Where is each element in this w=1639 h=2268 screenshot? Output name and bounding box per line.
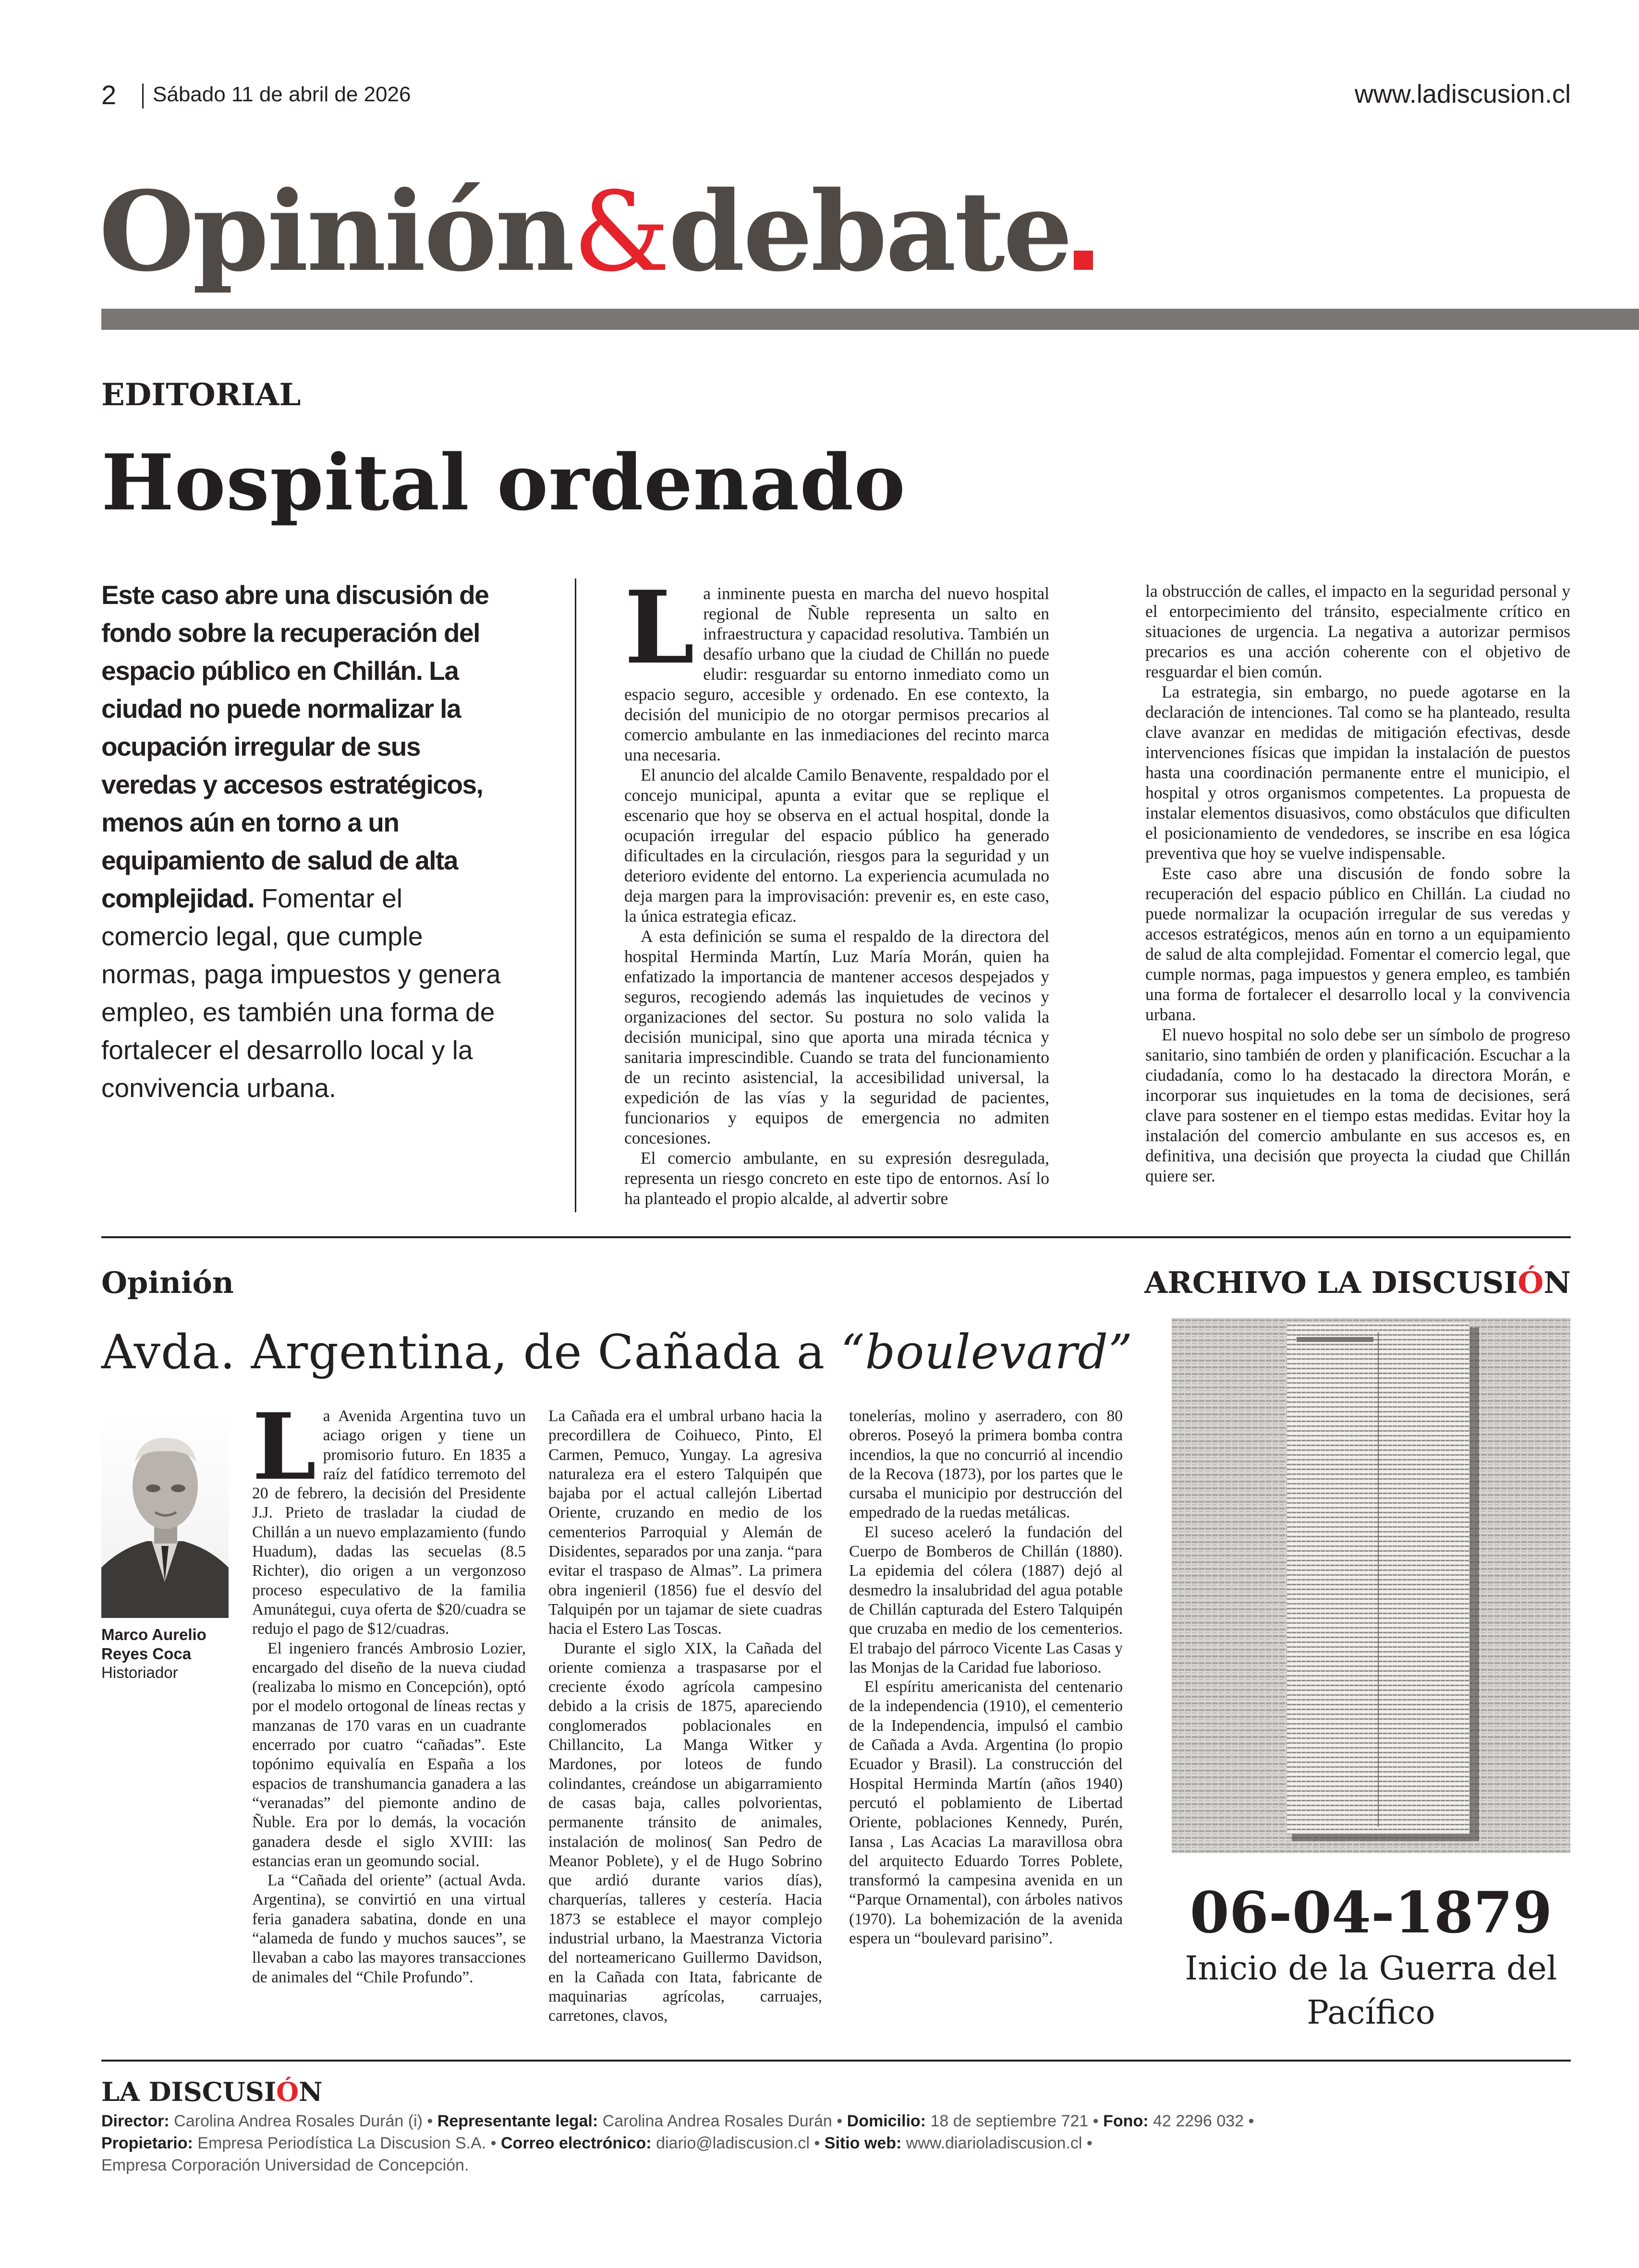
paragraph: El ingeniero francés Ambrosio Lozier, encargado del diseño de la nueva ciudad (realizaba lo mismo en Concepción), optó por el modelo ortogonal de líneas rectas y manzanas de 170 varas en un cuadrante encerrado por cuatro “cañadas”. Este topónimo equivalía en España a los espacios de transhumancia ganadera a las “veranadas” del piemonte andino de Ñuble. Era por lo demás, la vocación ganadera desde el siglo XVIII: las estancias eran un geomundo social. [252, 1639, 526, 1870]
paragraph: El espíritu americanista del centenario de la independencia (1910), el cementerio de la Independencia, impulsó el cambio de Cañada a Avda. Argentina (lo propio Ecuador y Brasil). La construcción del Hospital Herminda Martín (años 1940) percutó el poblamiento de Libertad Oriente, poblaciones Kennedy, Purén, Iansa , Las Acacias La maravillosa obra del arquitecto Eduardo Torres Poblete, transformó la campesina avenida en un “Parque Ornamental), con árboles nativos (1970). La bohemización de la avenida espera un “boulevard parisino”. [849, 1678, 1123, 1948]
section-title [99, 167, 1093, 296]
author-role: Historiador [101, 1664, 178, 1681]
editorial-column-1 [624, 583, 1049, 1222]
opinion-title-italic: “boulevard” [840, 1325, 1133, 1380]
opinion-column-2 [548, 1407, 822, 2045]
footer-label: Fono: [1103, 2112, 1149, 2130]
paragraph: La estrategia, sin embargo, no puede agotarse en la declaración de intenciones. Tal como se ha planteado, resulta clave avanzar en medidas de mitigación efectivas, desde intervenciones físicas que impidan la instalación de puestos hasta una coordinación permanente entre el municipio, el hospital y otros organismos competentes. La propuesta de instalar elementos disuasivos, como obstáculos que dificulten el posicionamiento de vendedores, se inscribe en esa lógica preventiva que hoy se vuelve indispensable. [1145, 682, 1570, 863]
section-title-ampersand: & [572, 168, 668, 296]
archive-date: 06-04-1879 [1190, 1879, 1553, 1946]
footer-label: Propietario: [101, 2134, 193, 2152]
paragraph: El anuncio del alcalde Camilo Benavente, respaldado por el concejo municipal, apunta a evitar que se replique el escenario que hoy se observa en el actual hospital, donde la ocupación irregular del espacio público ha generado dificultades en la circulación, riesgos para la seguridad y un deterioro evidente del entorno. La experiencia acumulada no deja margen para la improvisación: prevenir es, en este caso, la única estrategia eficaz. [624, 765, 1049, 926]
section-divider-bar [101, 309, 1639, 330]
footer-brand-end: N [299, 2076, 323, 2107]
footer-credits: Director: Carolina Andrea Rosales Durán (i) • Representante legal: Carolina Andrea Rosales Durán • Domicilio: 18 de septiembre 721 • Fono: 42 2296 032 • Propietario: Empresa Periodística La Discusion S.A. • Correo electrónico: diario@ladiscusion.cl • Sitio web: www.diarioladiscusion.cl • Empresa Corporación Universidad de Concepción. [101, 2112, 1254, 2174]
footer-web-link[interactable]: www.diarioladiscusion.cl [906, 2134, 1082, 2152]
red-dot-icon [1074, 251, 1093, 270]
footer-brand-main: LA DISCUSI [101, 2076, 277, 2107]
footer-brand-accent: Ó [276, 2076, 299, 2107]
paragraph: El suceso aceleró la fundación del Cuerpo de Bomberos de Chillán (1880). La epidemia del cólera (1887) dejó al desmedro la insalubridad del agua potable de Chillán capturada del Estero Talquipén que cruzaba en medio de los cementerios. El trabajo del párroco Vicente Las Casas y las Monjas de la Caridad fue laborioso. [849, 1523, 1123, 1677]
archive-kicker [1144, 1265, 1571, 1300]
footer-label: Correo electrónico: [501, 2134, 652, 2152]
archive-kicker-accent: Ó [1518, 1265, 1544, 1300]
paragraph: Durante el siglo XIX, la Cañada del oriente comienza a traspasarse por el creciente éxodo agrícola campesino debido a la crisis de 1875, apareciendo conglomerados poblacionales en Chillancito, La Manga Witker y Mardones, por loteos de fundo colindantes, creándose un abigarramiento de casas baja, calles polvorientas, permanente tránsito de animales, instalación de molinos( San Pedro de Meanor Poblete), y el de Hugo Sobrino que ardió durante varios días), charquerías, talleres y cestería. Hacia 1873 se establece el mayor complejo industrial urbano, la Maestranza Victoria del norteamericano Guillermo Davidson, en la Cañada con Itata, fabricante de maquinarias agrícolas, carruajes, carretones, clavos, [548, 1639, 822, 2025]
author-photo [101, 1409, 229, 1618]
editorial-column-2 [1145, 581, 1570, 1219]
footer-label: Sitio web: [824, 2134, 902, 2152]
footer-owner: Empresa Periodística La Discusion S.A. [197, 2134, 486, 2152]
horizontal-rule [101, 1236, 1571, 1238]
paragraph: a inminente puesta en marcha del nuevo hospital regional de Ñuble representa un salto en infraestructura y capacidad resolutiva. También un desafío urbano que la ciudad de Chillán no puede eludir: resguardar su entorno inmediato como un espacio seguro, accesible y ordenado. En ese contexto, la decisión del municipio de no otorgar permisos precarios al comercio ambulante en las inmediaciones del recinto marca una necesaria. [624, 584, 1049, 764]
paragraph: El comercio ambulante, en su expresión desregulada, representa un riesgo concreto en este tipo de entornos. Así lo ha planteado el propio alcalde, al advertir sobre [624, 1148, 1049, 1208]
footer-label: Director: [101, 2112, 170, 2130]
editorial-lead-regular: Fomentar el comercio legal, que cumple normas, paga impuestos y genera empleo, es también una forma de fortalecer el desarrollo local y la convivencia urbana. [101, 883, 501, 1103]
footer-email-link[interactable]: diario@ladiscusion.cl [656, 2134, 810, 2152]
opinion-dropcap: L [252, 1407, 316, 1500]
paragraph: la obstrucción de calles, el impacto en la seguridad personal y el entorpecimiento del tránsito, especialmente crítico en situaciones de urgencia. La negativa a autorizar permisos precarios es una acción coherente con el objetivo de resguardar el bien común. [1145, 581, 1570, 681]
issue-date: Sábado 11 de abril de 2026 [153, 83, 411, 106]
footer-director: Carolina Andrea Rosales Durán (i) [174, 2112, 423, 2130]
opinion-column-1 [252, 1407, 526, 2045]
author-name: Marco Aurelio Reyes Coca [101, 1626, 206, 1663]
paragraph: El nuevo hospital no solo debe ser un símbolo de progreso sanitario, sino también de orden y planificación. Escuchar a la ciudadanía, como lo ha destacado la directora Morán, e incorporar sus inquietudes en la toma de decisiones, será clave para sostener en el tiempo estas medidas. Evitar hoy la instalación del comercio ambulante en sus accesos es, en definitiva, una decisión que proyecta la ciudad que Chillán quiere ser. [1145, 1025, 1570, 1185]
footer-corporation: Empresa Corporación Universidad de Concepción. [101, 2156, 469, 2174]
editorial-kicker: EDITORIAL [101, 377, 301, 413]
paragraph: La “Cañada del oriente” (actual Avda. Argentina), se convirtió en una virtual feria ganadera sabatina, donde en una “alameda de fundo y muchos sauces”, se llevaban a cabo las mayores transacciones de animales del “Chile Profundo”. [252, 1871, 526, 1986]
horizontal-rule [101, 2060, 1571, 2062]
section-title-part1: Opinión [99, 167, 573, 296]
paragraph: Este caso abre una discusión de fondo sobre la recuperación del espacio público en Chillán. La ciudad no puede normalizar la ocupación irregular de sus veredas y accesos estratégicos, menos aún en torno a un equipamiento de salud de alta complejidad. Fomentar el comercio legal, que cumple normas, paga impuestos y genera empleo, es también una forma de fortalecer el desarrollo local y la convivencia urbana. [1145, 864, 1570, 1024]
footer-label: Representante legal: [437, 2112, 598, 2130]
footer-phone: 42 2296 032 [1153, 2112, 1244, 2130]
footer-label: Domicilio: [847, 2112, 926, 2130]
editorial-title: Hospital ordenado [101, 437, 906, 528]
footer-brand [101, 2076, 322, 2107]
archive-kicker-end: N [1543, 1265, 1571, 1300]
opinion-kicker: Opinión [101, 1265, 234, 1300]
footer-address: 18 de septiembre 721 [930, 2112, 1089, 2130]
column-divider [575, 579, 576, 1212]
editorial-lead [101, 576, 510, 1107]
footer-representative: Carolina Andrea Rosales Durán [602, 2112, 832, 2130]
archive-caption: Inicio de la Guerra del Pacífico [1185, 1950, 1557, 2032]
page-number: 2 [101, 80, 117, 110]
opinion-title-main: Avda. Argentina, de Cañada a [101, 1325, 841, 1380]
paragraph: La Cañada era el umbral urbano hacia la precordillera de Coihueco, Pinto, El Carmen, Pemuco, Yungay. La agresiva naturaleza era el estero Talquipén que bajaba por el actual callejón Libertad Oriente, cruzando en medio de los cementerios Parroquial y Alemán de Disidentes, separados por una zanja. “para evitar el traspaso de Almas”. La primera obra ingenieril (1856) fue el desvío del Talquipén por un tajamar de siete cuadras hacia el Estero Las Toscas. [548, 1407, 822, 1638]
archive-kicker-main: ARCHIVO LA DISCUSI [1144, 1265, 1518, 1300]
section-title-part2: debate [668, 167, 1071, 296]
editorial-lead-bold: Este caso abre una discusión de fondo sobre la recuperación del espacio público en Chillán. La ciudad no puede normalizar la ocupación irregular de sus veredas y accesos estratégicos, menos aún en torno a un equipamiento de salud de alta complejidad. [101, 580, 489, 913]
editorial-dropcap: L [624, 583, 695, 687]
opinion-title [101, 1325, 1133, 1380]
header-separator [142, 84, 144, 109]
website-link[interactable]: www.ladiscusion.cl [1354, 80, 1571, 109]
paragraph: A esta definición se suma el respaldo de la directora del hospital Herminda Martín, Luz María Morán, quien ha enfatizado la importancia de mantener accesos despejados y seguros, recogiendo además las inquietudes de vecinos y organizaciones del sector. Su postura no solo valida la decisión municipal, sino que aporta una mirada técnica y sanitaria imprescindible. Cuando se trata del funcionamiento de un recinto asistencial, la accesibilidad universal, la expedición de las vías y la seguridad de pacientes, funcionarios y equipos de emergencia no admiten concesiones. [624, 927, 1049, 1147]
archive-newspaper-clipping [1172, 1318, 1570, 1853]
paragraph: a Avenida Argentina tuvo un aciago origen y tiene un promisorio futuro. En 1835 a raíz del fatídico terremoto del 20 de febrero, la decisión del Presidente J.J. Prieto de trasladar la ciudad de Chillán a un nuevo emplazamiento (fundo Huadum), dadas las secuelas (8.5 Richter), dio origen a un vergonzoso proceso especulativo de la familia Amunátegui, cuya oferta de $20/cuadra se redujo el pago de $12/cuadras. [252, 1407, 526, 1638]
opinion-column-3 [849, 1407, 1123, 2045]
paragraph: tonelerías, molino y aserradero, con 80 obreros. Poseyó la primera bomba contra incendios, la que no concurrió al incendio de la Recova (1873), por los partes que le cursaba el municipio por destrucción del empedrado de la ruedas metálicas. [849, 1407, 1123, 1522]
